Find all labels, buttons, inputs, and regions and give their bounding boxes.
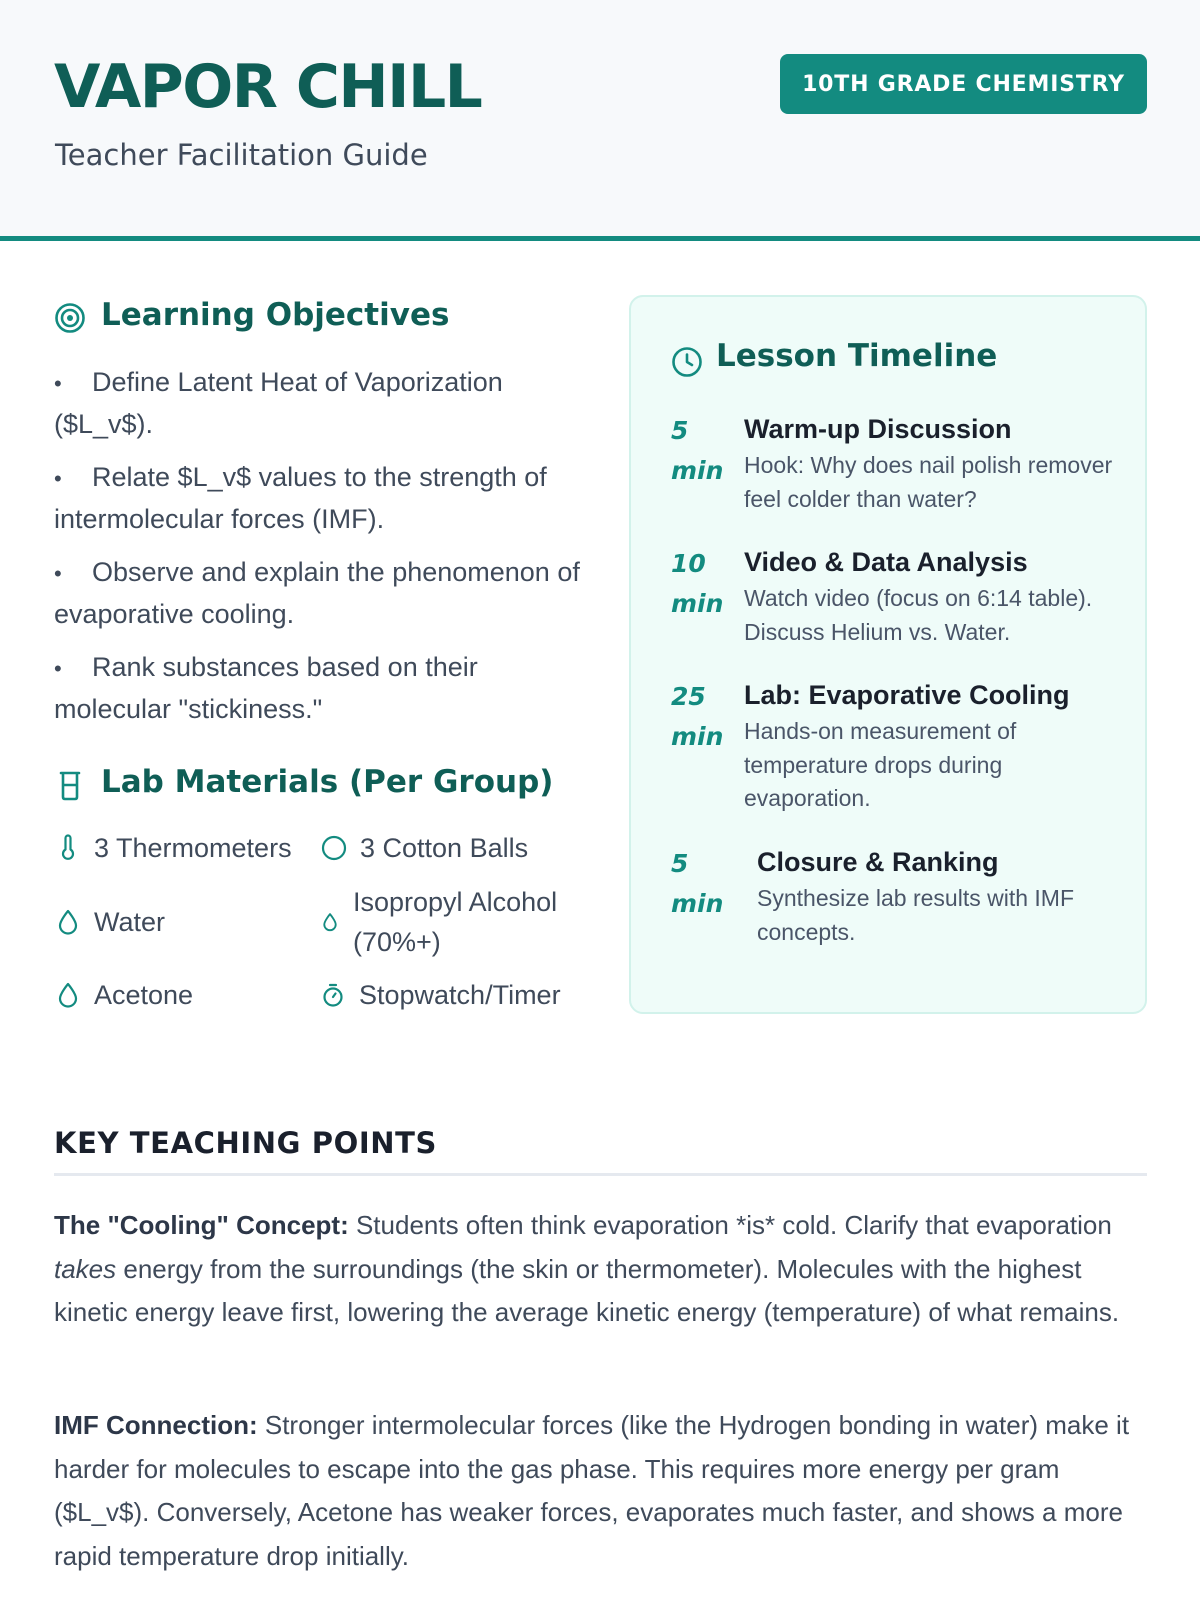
duration-unit: min (671, 889, 724, 918)
material-label: Isopropyl Alcohol (70%+) (353, 887, 558, 957)
timeline-item-title: Video & Data Analysis (744, 547, 1028, 577)
objective-text: Rank substances based on their molecular "stickiness." (54, 652, 478, 724)
timer-icon (321, 981, 345, 1009)
material-item (321, 828, 528, 868)
timeline-item-title: Lab: Evaporative Cooling (744, 680, 1070, 710)
duration-unit: min (671, 456, 724, 485)
key-points-heading: KEY TEACHING POINTS (54, 1126, 437, 1160)
timeline-item-title: Closure & Ranking (757, 847, 999, 877)
timeline-item-desc: Hook: Why does nail polish remover feel colder than water? (744, 452, 1113, 512)
material-item (321, 975, 561, 1015)
paragraph-label: IMF Connection: (54, 1410, 258, 1440)
paragraph-text: Students often think evaporation *is* cold. Clarify that evaporation (348, 1210, 1112, 1240)
duration-unit: min (671, 722, 724, 751)
list-item (54, 647, 584, 729)
material-item (56, 828, 292, 868)
material-label: Water (94, 907, 166, 937)
material-label: Stopwatch/Timer (359, 980, 561, 1010)
timeline-duration (671, 411, 723, 491)
emphasis-text: takes (54, 1253, 117, 1284)
timeline-item-desc: Hands-on measurement of temperature drops during evaporation. (744, 718, 1017, 811)
objective-text: Observe and explain the phenomenon of evaporative cooling. (54, 557, 580, 629)
bullet: • (54, 466, 62, 491)
duration-number: 10 (671, 549, 706, 578)
list-item (54, 457, 584, 539)
paragraph-text: Stronger intermolecular forces (like the Hydrogen bonding in water) make it harder for molecules to escape into the gas phase. This requires more energy per gram ($L_v$). Conversely, Acetone has weaker forces, evaporates much faster, and shows a more rapid temperature drop initially. (54, 1410, 1130, 1571)
timeline-card (629, 295, 1147, 1014)
divider (54, 1173, 1147, 1176)
duration-number: 5 (671, 416, 689, 445)
circle-icon (321, 835, 347, 861)
target-icon (54, 302, 86, 334)
timeline-item-desc: Synthesize lab results with IMF concepts. (757, 885, 1075, 945)
cooling-concept-paragraph (54, 1204, 1147, 1335)
timeline-item-desc: Watch video (focus on 6:14 table). Discuss Helium vs. Water. (744, 585, 1093, 645)
materials-heading: Lab Materials (Per Group) (101, 764, 554, 800)
duration-unit: min (671, 589, 724, 618)
material-label: 3 Cotton Balls (360, 833, 529, 863)
beaker-icon (58, 770, 82, 802)
timeline-duration (671, 544, 723, 624)
paragraph-label: The "Cooling" Concept: (54, 1210, 349, 1240)
objectives-list (54, 362, 584, 742)
timeline-duration (671, 844, 723, 924)
bullet: • (54, 656, 62, 681)
material-label: Acetone (94, 980, 194, 1010)
objectives-heading: Learning Objectives (101, 297, 450, 333)
material-item (56, 902, 165, 942)
duration-number: 5 (671, 849, 689, 878)
paragraph-text: energy from the surroundings (the skin or thermometer). Molecules with the highest kinetic energy leave first, lowering the average kinetic energy (temperature) of what remains. (54, 1253, 1120, 1327)
clock-icon (671, 346, 703, 378)
page-title: VAPOR CHILL (54, 52, 482, 122)
droplet-icon (56, 908, 80, 936)
bullet: • (54, 561, 62, 586)
page-subtitle: Teacher Facilitation Guide (55, 138, 428, 172)
droplet-icon (321, 912, 339, 932)
material-item (321, 882, 591, 962)
timeline-item-title: Warm-up Discussion (744, 414, 1012, 444)
imf-connection-paragraph (54, 1404, 1147, 1578)
droplet-icon (56, 981, 80, 1009)
duration-number: 25 (671, 682, 706, 711)
objective-text: Relate $L_v$ values to the strength of intermolecular forces (IMF). (54, 462, 547, 534)
material-item (56, 975, 193, 1015)
objective-text: Define Latent Heat of Vaporization ($L_v$). (54, 367, 503, 439)
bullet: • (54, 371, 62, 396)
timeline-heading: Lesson Timeline (716, 338, 998, 374)
list-item (54, 362, 584, 444)
timeline-duration (671, 677, 723, 757)
page-header (0, 0, 1200, 241)
material-label: 3 Thermometers (94, 833, 292, 863)
grade-badge: 10TH GRADE CHEMISTRY (780, 54, 1147, 114)
list-item (54, 552, 584, 634)
thermometer-icon (56, 834, 80, 862)
